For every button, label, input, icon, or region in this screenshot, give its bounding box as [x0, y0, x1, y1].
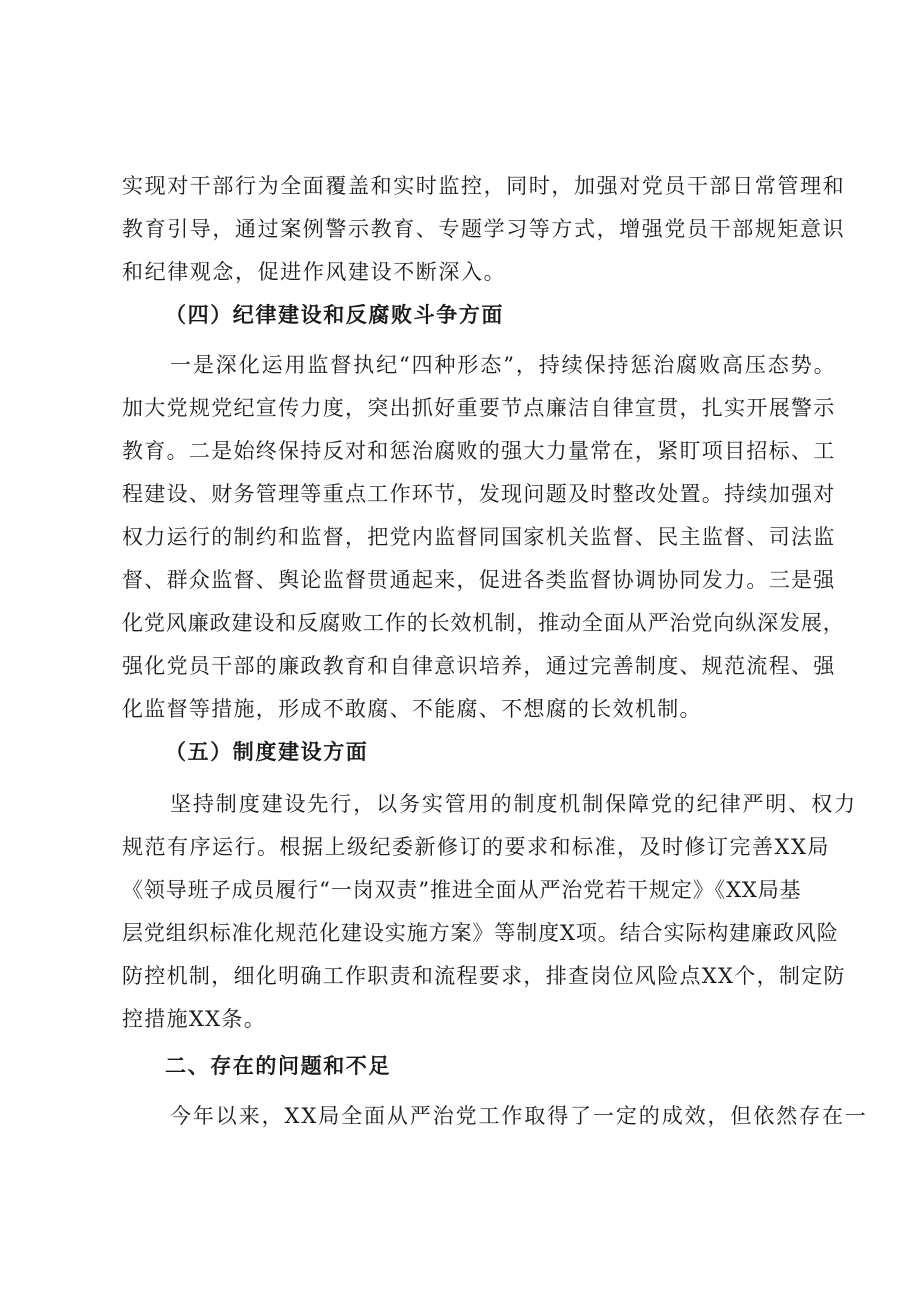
section4-line-8: 强化党员干部的廉政教育和自律意识培养，通过完善制度、规范流程、强 [122, 654, 836, 678]
part2-line-1: 今年以来，XX局全面从严治党工作取得了一定的成效，但依然存在一 [170, 1104, 868, 1128]
continuation-line-3: 和纪律观念，促进作风建设不断深入。 [122, 260, 507, 284]
section4-line-4: 程建设、财务管理等重点工作环节，发现问题及时整改处置。持续加强对 [122, 482, 836, 506]
part2-heading: 二、存在的问题和不足 [165, 1054, 391, 1078]
section5-line-2: 规范有序运行。根据上级纪委新修订的要求和标准，及时修订完善XX局 [122, 835, 830, 859]
section5-line-5: 防控机制，细化明确工作职责和流程要求，排查岗位风险点XX个，制定防 [122, 964, 846, 988]
section4-line-7: 化党风廉政建设和反腐败工作的长效机制，推动全面从严治党向纵深发展， [122, 611, 845, 635]
section4-line-6: 督、群众监督、舆论监督贯通起来，促进各类监督协调协同发力。三是强 [122, 568, 836, 592]
continuation-line-1: 实现对干部行为全面覆盖和实时监控，同时，加强对党员干部日常管理和 [122, 174, 846, 198]
section4-line-5: 权力运行的制约和监督，把党内监督同国家机关监督、民主监督、司法监 [122, 525, 836, 549]
section5-line-3: 《领导班子成员履行“一岗双责”推进全面从严治党若干规定》《XX局基 [122, 878, 802, 902]
section4-line-3: 教育。二是始终保持反对和惩治腐败的强大力量常在，紧盯项目招标、工 [122, 439, 836, 463]
section4-line-2: 加大党规党纪宣传力度，突出抓好重要节点廉洁自律宣贯，扎实开展警示 [122, 396, 836, 420]
section5-line-4: 层党组织标准化规范化建设实施方案》等制度X项。结合实际构建廉政风险 [122, 921, 839, 945]
section5-line-1: 坚持制度建设先行，以务实管用的制度机制保障党的纪律严明、权力 [170, 792, 857, 816]
section4-heading: （四）纪律建设和反腐败斗争方面 [165, 303, 504, 327]
section4-line-1: 一是深化运用监督执纪“四种形态”，持续保持惩治腐败高压态势。 [170, 353, 837, 377]
section4-line-9: 化监督等措施，形成不敢腐、不能腐、不想腐的长效机制。 [122, 697, 702, 721]
section5-heading: （五）制度建设方面 [165, 740, 369, 764]
section5-line-6: 控措施XX条。 [122, 1007, 266, 1031]
continuation-line-2: 教育引导，通过案例警示教育、专题学习等方式，增强党员干部规矩意识 [122, 217, 846, 241]
